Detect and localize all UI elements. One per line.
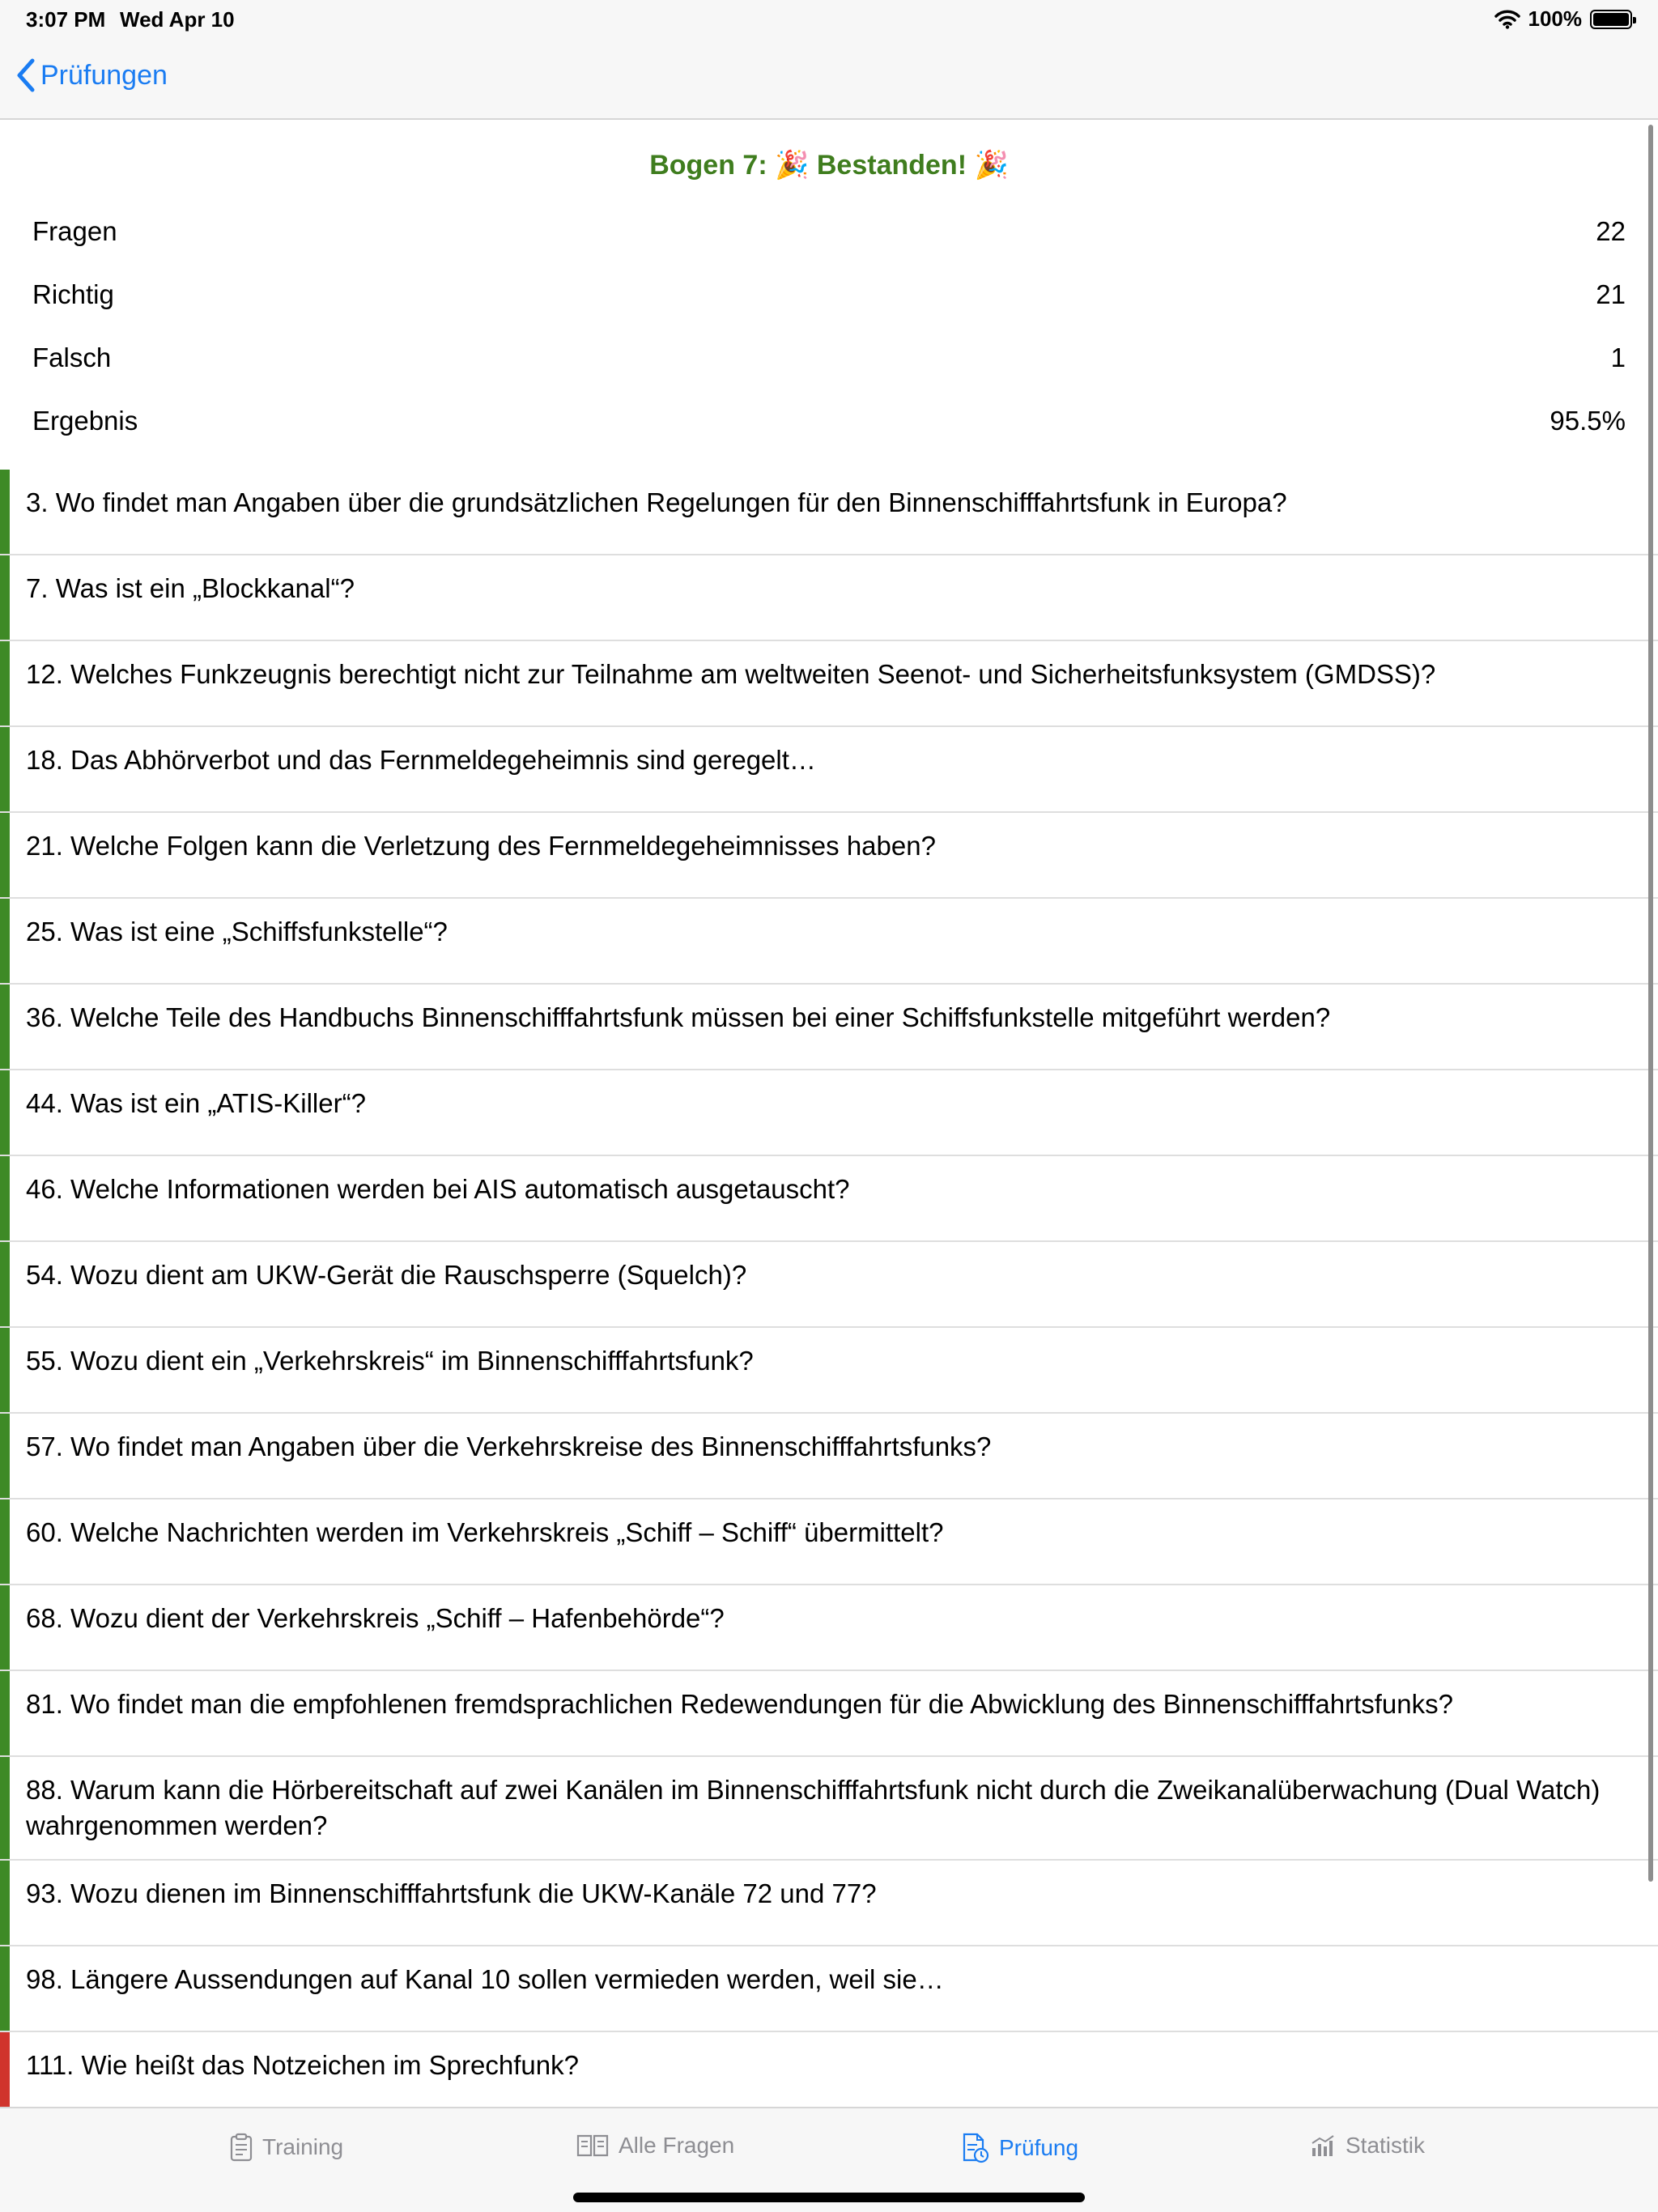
question-text: 18. Das Abhörverbot und das Fernmeldegeheimnis sind geregelt… [26, 745, 816, 775]
question-text: 44. Was ist ein „ATIS-Killer“? [26, 1088, 366, 1118]
stat-value: 22 [1596, 216, 1626, 246]
question-row[interactable] [0, 899, 1658, 985]
question-row[interactable] [0, 470, 1658, 555]
stat-value: 21 [1596, 279, 1626, 309]
question-text: 60. Welche Nachrichten werden im Verkehrskreis „Schiff – Schiff“ übermittelt? [26, 1517, 944, 1547]
wrong-indicator-bar [0, 2032, 10, 2107]
exam-result-content[interactable] [0, 120, 1658, 2107]
question-list [0, 470, 1658, 2107]
correct-indicator-bar [0, 813, 10, 897]
correct-indicator-bar [0, 1156, 10, 1240]
exam-document-icon [962, 2133, 989, 2163]
correct-indicator-bar [0, 1414, 10, 1498]
question-text: 68. Wozu dient der Verkehrskreis „Schiff – Hafenbehörde“? [26, 1603, 725, 1633]
question-text: 57. Wo findet man Angaben über die Verkehrskreise des Binnenschifffahrtsfunks? [26, 1431, 992, 1461]
back-button[interactable] [16, 58, 168, 92]
tab-training[interactable] [230, 2133, 343, 2162]
question-text: 98. Längere Aussendungen auf Kanal 10 sollen vermieden werden, weil sie… [26, 1964, 944, 1994]
status-date: Wed Apr 10 [120, 7, 235, 32]
stat-value: 1 [1610, 342, 1626, 372]
question-row[interactable] [0, 1946, 1658, 2032]
question-row[interactable] [0, 1757, 1658, 1861]
question-row[interactable] [0, 1242, 1658, 1328]
question-row[interactable] [0, 1156, 1658, 1242]
tab-bar [0, 2107, 1658, 2212]
correct-indicator-bar [0, 1499, 10, 1584]
question-row[interactable] [0, 1861, 1658, 1946]
stat-row-questions [32, 207, 1626, 256]
question-text: 54. Wozu dient am UKW-Gerät die Rauschsperre (Squelch)? [26, 1260, 747, 1290]
scroll-indicator[interactable] [1648, 125, 1653, 1882]
correct-indicator-bar [0, 727, 10, 811]
stat-value: 95.5% [1550, 406, 1626, 436]
wifi-icon [1494, 10, 1520, 29]
book-icon [576, 2133, 609, 2158]
correct-indicator-bar [0, 1242, 10, 1326]
stat-row-correct [32, 270, 1626, 319]
question-row[interactable] [0, 1499, 1658, 1585]
correct-indicator-bar [0, 1861, 10, 1945]
question-text: 36. Welche Teile des Handbuchs Binnenschifffahrtsfunk müssen bei einer Schiffsfunkstelle mitgeführt werden? [26, 1002, 1331, 1032]
tab-exam[interactable] [962, 2133, 1078, 2163]
home-indicator[interactable] [573, 2193, 1085, 2202]
question-text: 12. Welches Funkzeugnis berechtigt nicht zur Teilnahme am weltweiten Seenot- und Sicherheitsfunksystem (GMDSS)? [26, 659, 1436, 689]
tab-label: Alle Fragen [619, 2133, 735, 2158]
stat-label: Fragen [32, 216, 117, 246]
stat-row-result [32, 397, 1626, 445]
question-row[interactable] [0, 1414, 1658, 1499]
tab-statistics[interactable] [1310, 2133, 1425, 2159]
status-bar [0, 0, 1658, 39]
question-text: 93. Wozu dienen im Binnenschifffahrtsfunk die UKW-Kanäle 72 und 77? [26, 1878, 877, 1908]
correct-indicator-bar [0, 1328, 10, 1412]
correct-indicator-bar [0, 1671, 10, 1755]
question-text: 111. Wie heißt das Notzeichen im Sprechfunk? [26, 2050, 579, 2080]
question-text: 81. Wo findet man die empfohlenen fremdsprachlichen Redewendungen für die Abwicklung des Binnenschifffahrtsfunks? [26, 1689, 1453, 1719]
stat-label: Falsch [32, 342, 112, 372]
navigation-bar [0, 39, 1658, 120]
question-row[interactable] [0, 813, 1658, 899]
question-row[interactable] [0, 1585, 1658, 1671]
stat-label: Ergebnis [32, 406, 138, 436]
question-row[interactable] [0, 1671, 1658, 1757]
correct-indicator-bar [0, 985, 10, 1069]
question-row[interactable] [0, 2032, 1658, 2107]
question-text: 21. Welche Folgen kann die Verletzung des Fernmeldegeheimnisses haben? [26, 831, 936, 861]
question-row[interactable] [0, 641, 1658, 727]
battery-icon [1590, 10, 1632, 29]
question-text: 25. Was ist eine „Schiffsfunkstelle“? [26, 917, 448, 946]
battery-percent: 100% [1528, 6, 1582, 31]
question-row[interactable] [0, 727, 1658, 813]
tab-label: Prüfung [999, 2135, 1079, 2160]
correct-indicator-bar [0, 1585, 10, 1670]
correct-indicator-bar [0, 555, 10, 640]
stat-row-wrong [32, 334, 1626, 382]
correct-indicator-bar [0, 1946, 10, 2031]
back-button-label: Prüfungen [40, 59, 168, 91]
stat-label: Richtig [32, 279, 114, 309]
correct-indicator-bar [0, 470, 10, 554]
chevron-left-icon [16, 58, 36, 92]
exam-result-title: Bogen 7: 🎉 Bestanden! 🎉 [649, 150, 1009, 181]
question-text: 88. Warum kann die Hörbereitschaft auf zwei Kanälen im Binnenschifffahrtsfunk nicht durch die Zweikanalüberwachung (Dual Watch) wahrgenommen werden? [26, 1775, 1601, 1840]
question-text: 7. Was ist ein „Blockkanal“? [26, 573, 355, 603]
question-text: 55. Wozu dient ein „Verkehrskreis“ im Binnenschifffahrtsfunk? [26, 1346, 754, 1376]
question-text: 3. Wo findet man Angaben über die grundsätzlichen Regelungen für den Binnenschifffahrtsfunk in Europa? [26, 487, 1287, 517]
tab-label: Training [262, 2134, 344, 2159]
chart-icon [1310, 2133, 1336, 2158]
question-row[interactable] [0, 985, 1658, 1070]
correct-indicator-bar [0, 641, 10, 725]
status-time: 3:07 PM [26, 7, 106, 32]
clipboard-icon [230, 2133, 253, 2162]
tab-all-questions[interactable] [576, 2133, 734, 2159]
tab-label: Statistik [1346, 2133, 1426, 2158]
correct-indicator-bar [0, 899, 10, 983]
question-row[interactable] [0, 1070, 1658, 1156]
correct-indicator-bar [0, 1757, 10, 1859]
correct-indicator-bar [0, 1070, 10, 1155]
status-indicators [1494, 6, 1633, 32]
question-row[interactable] [0, 1328, 1658, 1414]
question-text: 46. Welche Informationen werden bei AIS automatisch ausgetauscht? [26, 1174, 850, 1204]
question-row[interactable] [0, 555, 1658, 641]
